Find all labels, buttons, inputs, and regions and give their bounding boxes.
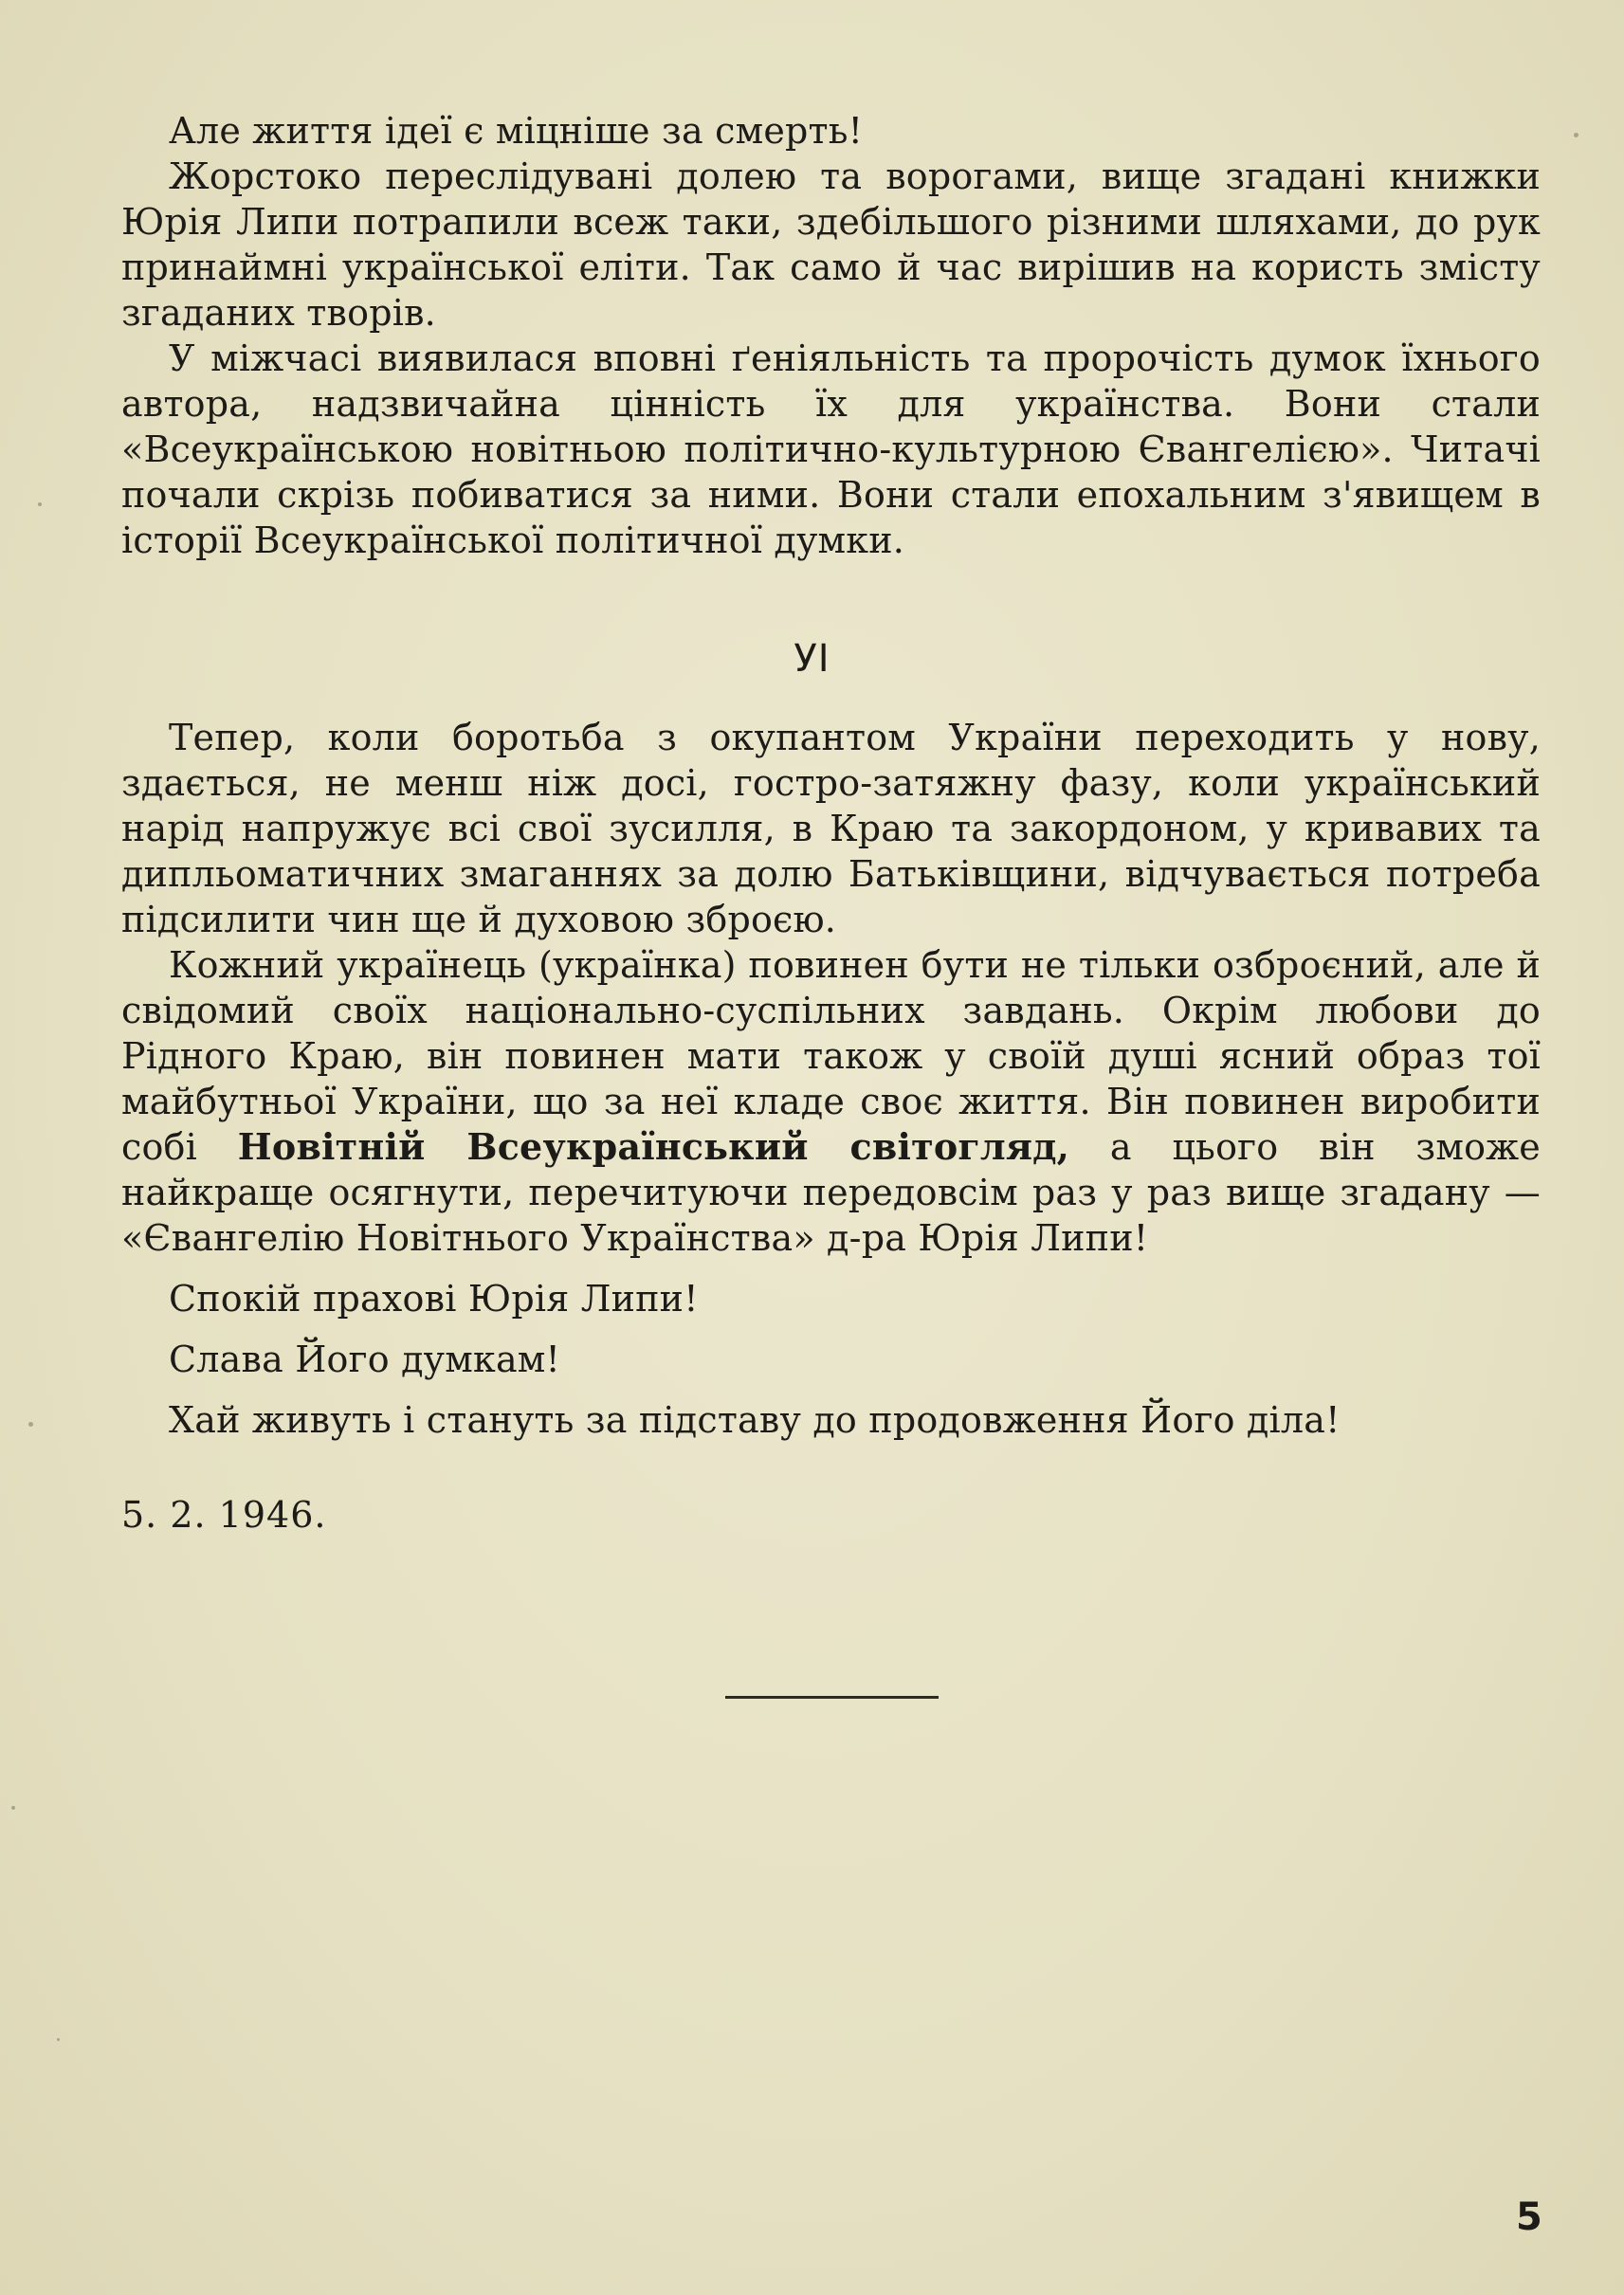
closing-line: Слава Його думкам!: [169, 1339, 561, 1380]
paper-speck: [57, 2038, 60, 2041]
horizontal-rule: [725, 1696, 939, 1699]
paper-speck: [38, 502, 42, 506]
section-two-text: [121, 715, 1541, 1443]
closing-line: Хай живуть і стануть за підставу до продовження Його діла!: [169, 1399, 1341, 1441]
document-date: 5. 2. 1946.: [121, 1494, 327, 1536]
paper-speck: [11, 1806, 15, 1810]
section-heading: УІ: [794, 637, 830, 681]
emphasized-phrase: Новітній Всеукраїнський світогляд,: [237, 1125, 1070, 1168]
section-one-text: [121, 108, 1541, 563]
page-number: 5: [1516, 2195, 1542, 2239]
paragraph-text: а цього він зможе найкраще осягнути, перечитуючи передовсім раз у раз вище згадану — «Євангелію Новітнього Українства» д-ра Юрія Липи!: [121, 1126, 1541, 1259]
paragraph: Тепер, коли боротьба з окупантом України переходить у нову, здається, не менш ніж досі, гостро-затяжну фазу, коли український нарід напружує всі свої зусилля, в Краю та закордоном, у кривавих та дипльоматичних змаганнях за долю Батьківщини, відчувається потреба підсилити чин ще й духовою зброєю.: [121, 717, 1541, 940]
paper-speck: [1574, 133, 1578, 137]
paragraph: У міжчасі виявилася вповні ґеніяльність та пророчість думок їхнього автора, надзвичайна цінність їх для українства. Вони стали «Всеукраїнською новітньою політично-культурною Євангелією». Читачі почали скрізь побиватися за ними. Вони стали епохальним з'явищем в історії Всеукраїнської політичної думки.: [121, 337, 1541, 561]
paragraph-text: Кожний українець (українка) повинен бути не тільки озброєний, але й свідомий своїх національно-суспільних завдань. Окрім любови до Рідного Краю, він повинен мати також у своїй душі ясний образ тої майбутньої України, що за неї кладе своє життя. Він повинен виробити собі: [121, 944, 1541, 1168]
paragraph: [121, 942, 1541, 1261]
paragraph: Але життя ідеї є міцніше за смерть!: [169, 110, 864, 152]
paragraph: Жорстоко переслідувані долею та ворогами, вище згадані книжки Юрія Липи потрапили всеж таки, здебільшого різними шляхами, до рук принаймні української еліти. Так само й час вирішив на користь змісту згаданих творів.: [121, 155, 1541, 334]
paper-speck: [28, 1422, 33, 1427]
closing-line: Спокій прахові Юрія Липи!: [169, 1278, 699, 1320]
